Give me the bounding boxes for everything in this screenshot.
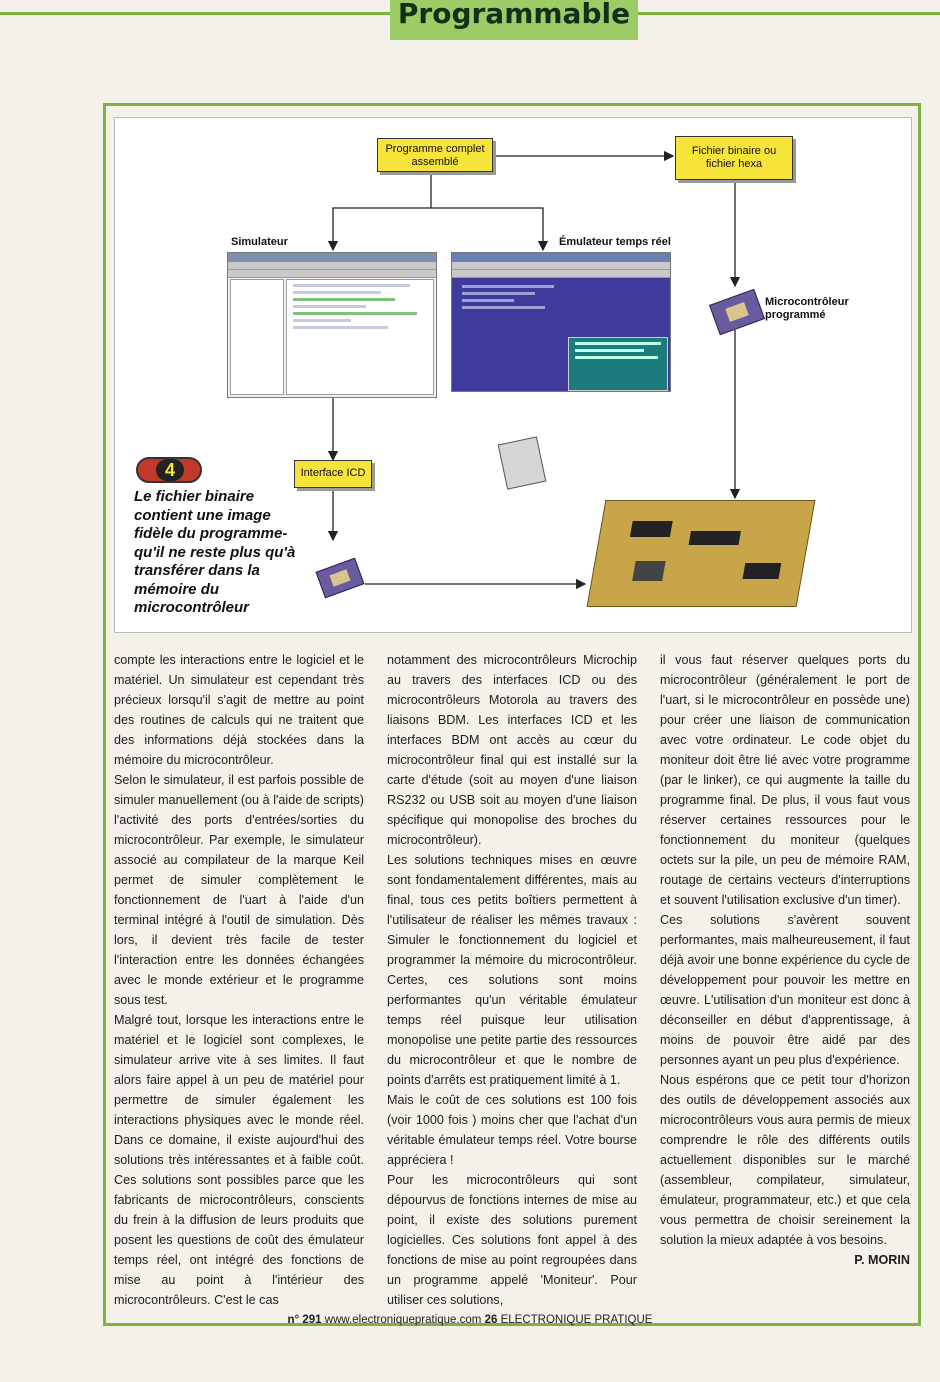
step-number: 4 — [156, 459, 184, 481]
figure-caption: Le fichier binaire contient une image fidèle du programme-qu'il ne reste plus qu'à transférer dans la mémoire du microcontrôleur — [134, 488, 296, 616]
magazine-name: ELECTRONIQUE PRATIQUE — [500, 1314, 653, 1326]
label-emulator: Émulateur temps réel — [559, 236, 671, 248]
paragraph: Mais le coût de ces solutions est 100 fois (voir 1000 fois ) moins cher que l'achat d'un véritable émulateur temps réel. Votre bourse appréciera ! — [387, 1093, 637, 1167]
arrow-program-to-emulator — [431, 208, 543, 250]
paragraph: Ces solutions s'avèrent souvent performantes, mais malheureusement, il faut déjà avoir une bonne expérience du cycle de développement pour pouvoir les mettre en œuvre. L'utilisation d'un moniteur est donc à déconseiller en début d'apprentissage, à moins de pouvoir être aidé par des personnes ayant un peu plus d'expérience. — [660, 913, 910, 1067]
page-number: 26 — [484, 1314, 498, 1326]
box-program: Programme complet assemblé — [377, 138, 493, 172]
website: www.electroniquepratique.com — [324, 1314, 482, 1326]
author: P. MORIN — [854, 1253, 910, 1267]
paragraph: Selon le simulateur, il est parfois possible de simuler manuellement (ou à l'aide de scripts) l'activité des ports d'entrées/sorties du microcontrôleur. Par exemple, le simulateur associé au compilateur de la marque Keil permet de simuler complètement le fonctionnement de l'uart à l'aide d'un terminal intégré à l'outil de simulation. Dès lors, il devient très facile de tester l'interaction entre les données échangées avec le monde extérieur et le programme sous test. — [114, 773, 364, 1007]
step-badge — [136, 457, 202, 483]
text-column-2 — [387, 650, 637, 1310]
paragraph: Malgré tout, lorsque les interactions entre le matériel et le logiciel sont complexes, le simulateur arrive vite à ses limites. Il faut alors faire appel à un peu de matériel pour permettre de simuler également les interactions physiques avec le monde réel. Dans ce domaine, il existe aujourd'hui des solutions très intéressantes et à faible coût. Ces solutions sont possibles parce que les fabricants de microcontrôleurs, conscients du frein à la diffusion de leurs produits que posent les questions de coût des émulateur temps réel, ont intégré des fonctions de mise au point à l'intérieur des microcontrôleurs. C'est le cas — [114, 1013, 364, 1307]
target-board-image — [587, 500, 816, 607]
section-title: Programmable — [390, 0, 638, 40]
paragraph: Pour les microcontrôleurs qui sont dépourvus de fonctions internes de mise au point, il existe des solutions purement logicielles. Ces solutions font appel à des fonctions de mise au point regroupées dans un programme appelé 'Moniteur'. Pour utiliser ces solutions, — [387, 1173, 637, 1307]
paragraph: notamment des microcontrôleurs Microchip au travers des interfaces ICD ou des microcontrôleurs Motorola au travers des liaisons BDM. Les interfaces ICD et les interfaces BDM ont accès au cœur du microcontrôleur final qui est installé sur la carte d'étude (soit au moyen d'une liaison RS232 ou USB soit au moyen d'une liaison spécifique qui monopolise des broches du microcontrôleur). — [387, 653, 637, 847]
box-icd: Interface ICD — [294, 460, 372, 488]
text-column-3 — [660, 650, 910, 1270]
label-simulator: Simulateur — [231, 236, 288, 248]
paragraph: Nous espérons que ce petit tour d'horizon des outils de développement associés aux microcontrôleurs vous aura permis de mieux comprendre le rôle des différents outils actuellement disponibles sur le marché (assembleur, compilateur, simulateur, émulateur, programmateur, etc.) et que cela vous permettra de choisir sereinement la solution la mieux adaptée à vos besoins. — [660, 1073, 910, 1247]
emulator-screenshot — [451, 252, 671, 392]
box-binary: Fichier binaire ou fichier hexa — [675, 136, 793, 180]
issue-number: n° 291 — [287, 1314, 322, 1326]
page-footer — [0, 1314, 940, 1326]
text-column-1 — [114, 650, 364, 1310]
paragraph: compte les interactions entre le logiciel et le matériel. Un simulateur est cependant très précieux lorsqu'il s'agit de mettre au point des routines de calculs qui ne traitent que des informations déjà stockées dans la mémoire du microcontrôleur. — [114, 653, 364, 767]
paragraph: il vous faut réserver quelques ports du microcontrôleur (généralement le port de l'uart, si le microcontrôleur en possède une) pour créer une liaison de communication avec votre ordinateur. Le code objet du moniteur doit être lié avec votre programme (par le linker), ce qui augmente la taille du programme final. De plus, il vous faut vous réserver certaines ressources pour le fonctionnement du moniteur (quelques octets sur la pile, un peu de mémoire RAM, routage de certains vecteurs d'interruptions et souvent l'utilisation exclusive d'un timer). — [660, 653, 910, 907]
arrow-program-to-simulator — [333, 174, 431, 250]
paragraph: Les solutions techniques mises en œuvre sont fondamentalement différentes, mais au final, tous ces petits boîtiers permettent à l'utilisateur de réaliser les mêmes travaux : Simuler le fonctionnement du logiciel et programmer la mémoire du microcontrôleur. Certes, ces solutions sont moins performantes qu'un véritable émulateur temps réel puisque leur utilisation monopolise une petite partie des ressources du microcontrôleur et que le nombre de points d'arrêts est pratiquement limité à 1. — [387, 853, 637, 1087]
label-micro: Microcontrôleur programmé — [765, 296, 849, 321]
simulator-screenshot — [227, 252, 437, 398]
